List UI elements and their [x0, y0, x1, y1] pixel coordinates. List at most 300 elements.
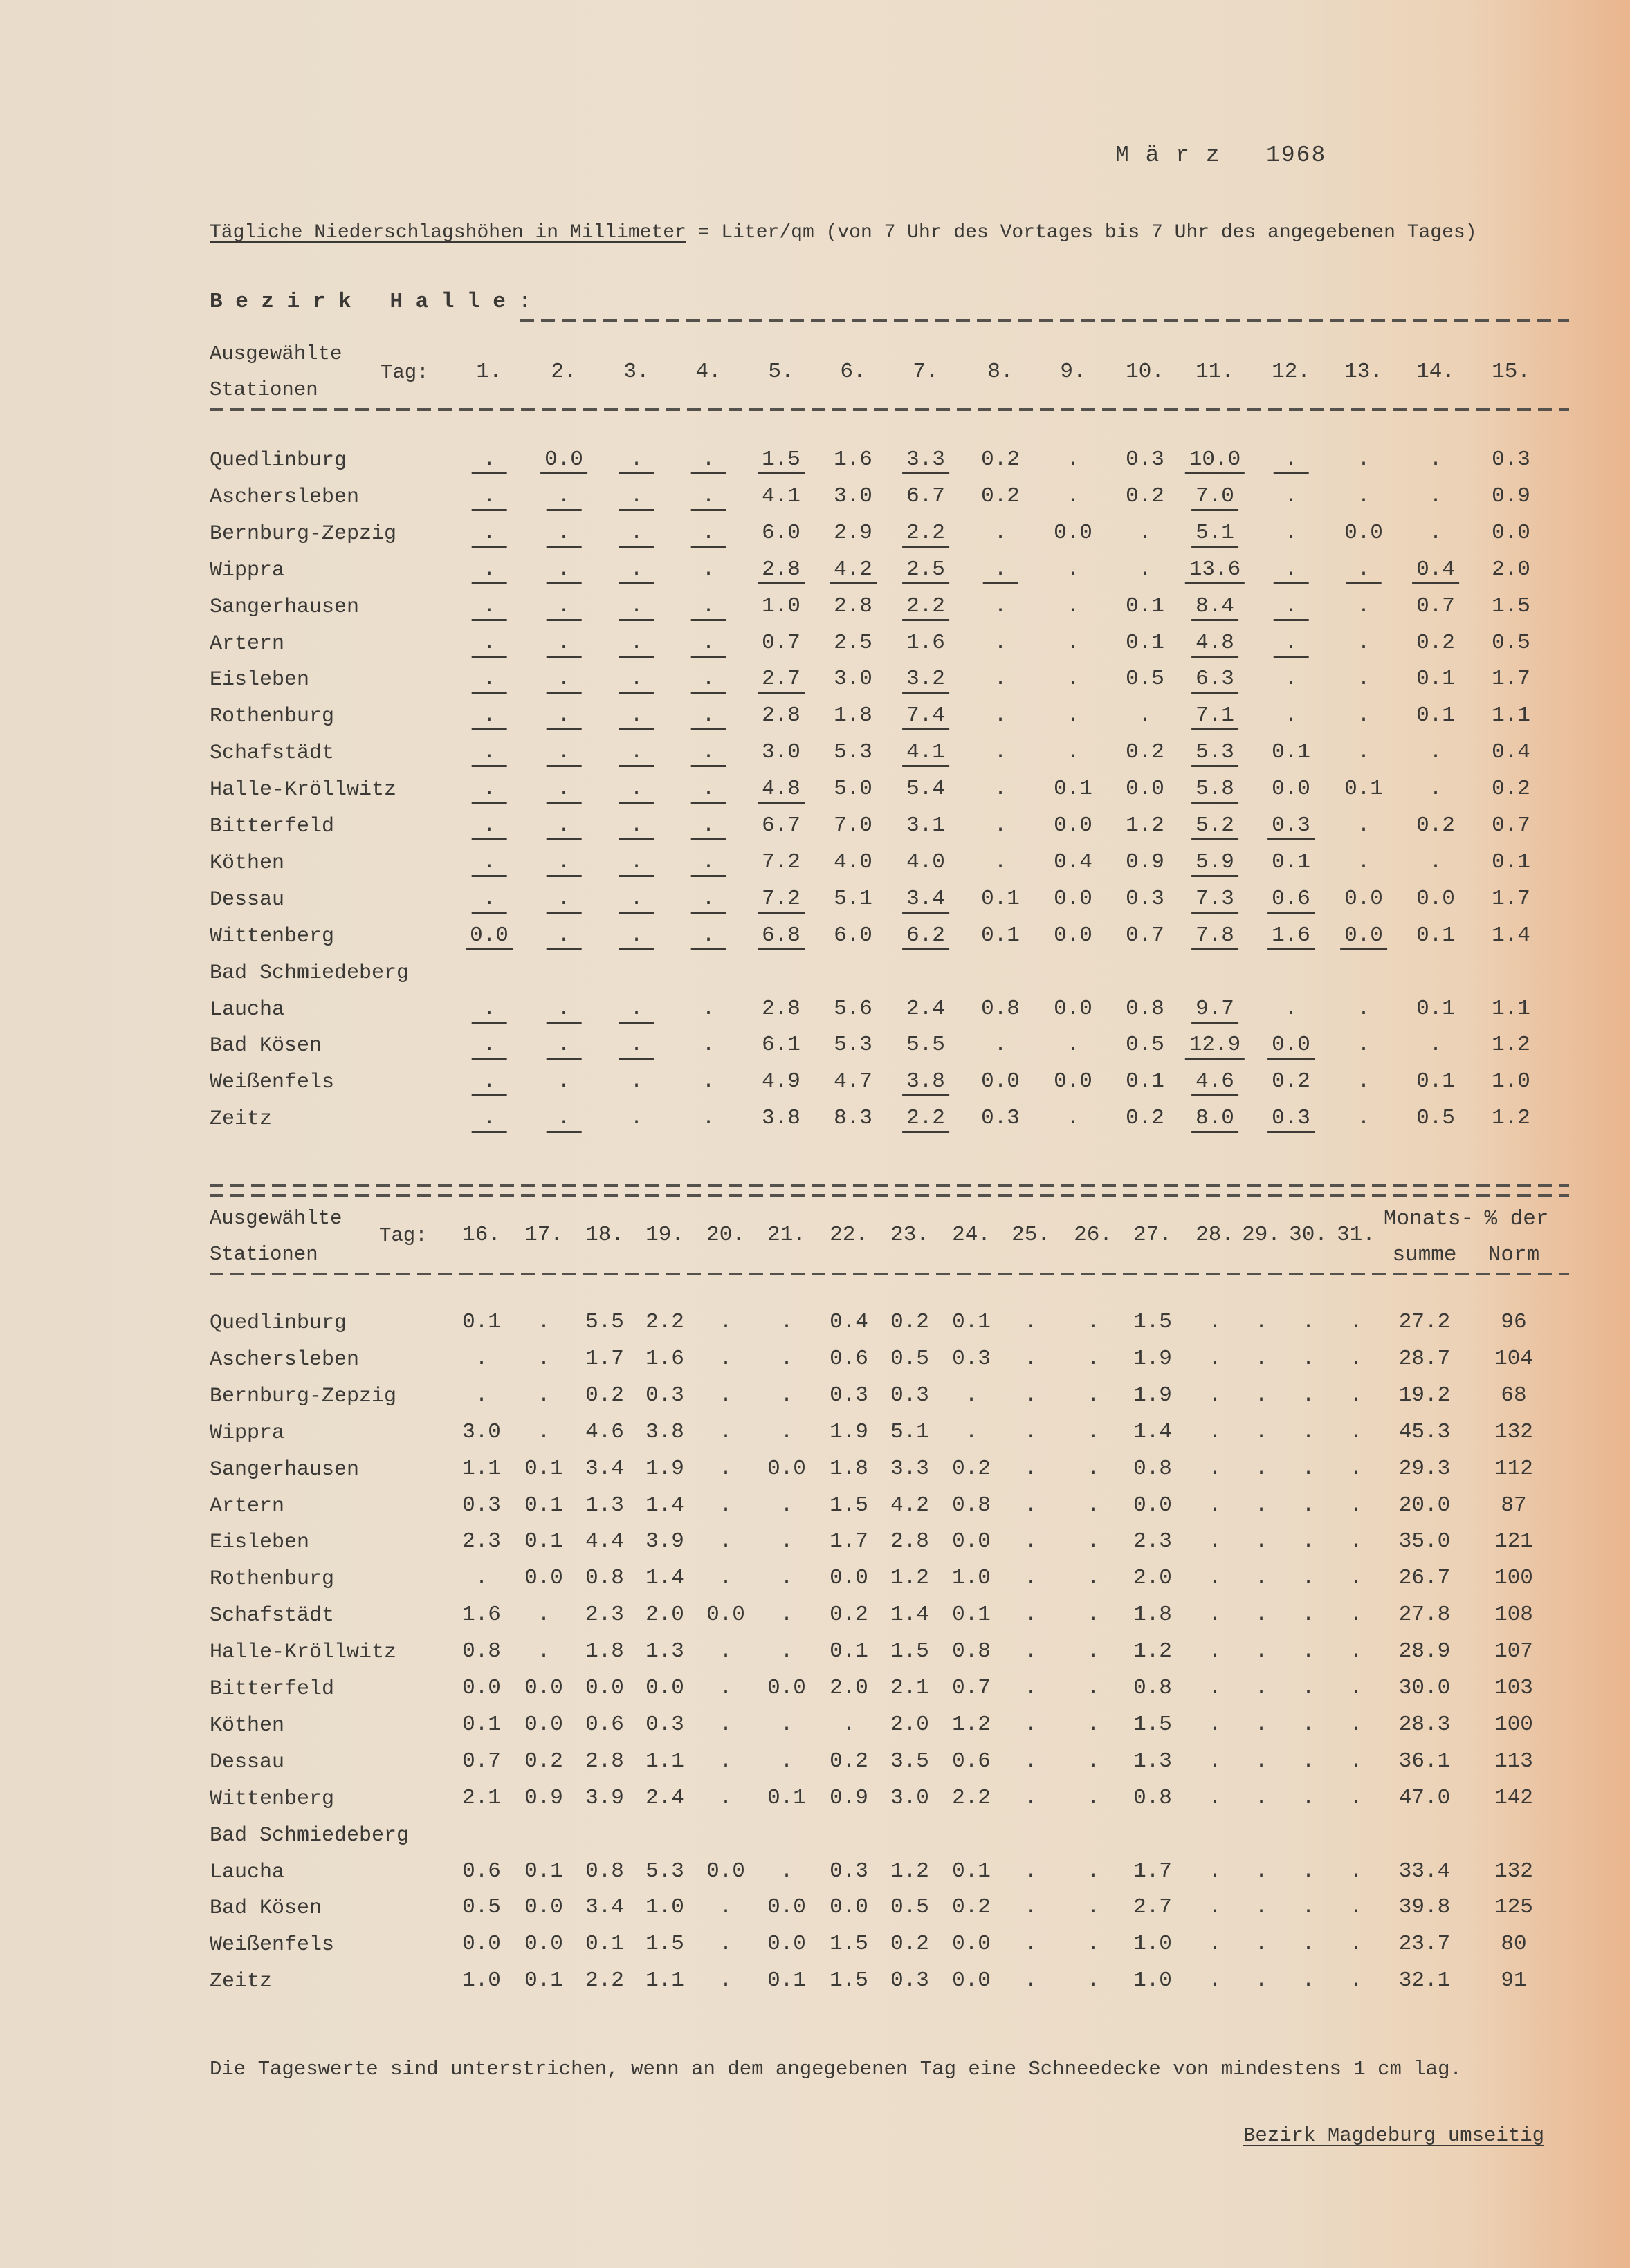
precip-value: .	[1254, 1419, 1268, 1444]
precip-value: .	[1254, 1859, 1268, 1883]
precip-value	[472, 484, 507, 509]
precip-value	[994, 850, 1007, 875]
precip-value-text: .	[702, 557, 715, 582]
precip-value: .	[1254, 1969, 1268, 1993]
precip-value	[472, 521, 507, 546]
precip-value: 3.0	[890, 1785, 929, 1810]
precip-value: 3.9	[645, 1529, 684, 1554]
precip-value-text: .	[547, 667, 582, 694]
precip-value-text: 0.4	[1054, 849, 1092, 874]
precip-value: .	[1024, 1529, 1038, 1554]
day-number: 28.	[1196, 1223, 1234, 1247]
precip-value: .	[1254, 1639, 1268, 1664]
precip-value-text: 0.1	[1272, 849, 1310, 874]
precip-value	[758, 923, 805, 948]
monthly-sum: 33.4	[1398, 1859, 1451, 1883]
precip-value	[902, 740, 949, 765]
precip-value-text: .	[1357, 667, 1371, 692]
precip-value	[702, 557, 715, 582]
precip-value	[619, 594, 654, 619]
precip-value	[1191, 703, 1238, 728]
precip-value: .	[964, 1383, 978, 1408]
precip-value: .	[1086, 1932, 1100, 1957]
precip-value: .	[964, 1419, 978, 1444]
precip-value: 2.0	[1133, 1566, 1172, 1591]
precip-value: 0.3	[462, 1493, 501, 1518]
precip-value-text: .	[1066, 1106, 1080, 1131]
precip-value: .	[1208, 1932, 1222, 1957]
precip-value-text: 4.8	[1191, 631, 1238, 658]
precip-value	[1492, 1069, 1530, 1094]
precip-value: 0.2	[524, 1749, 563, 1773]
station-name: Rothenburg	[210, 1567, 335, 1592]
precip-value	[1357, 813, 1371, 838]
precip-value	[1272, 740, 1310, 765]
precip-value	[758, 887, 805, 912]
precip-value: .	[1024, 1932, 1038, 1957]
precip-value	[1340, 923, 1387, 948]
monthly-sum: 27.2	[1398, 1310, 1451, 1334]
precip-value: .	[1024, 1419, 1038, 1444]
precip-value	[619, 521, 654, 546]
station-name: Zeitz	[210, 1970, 273, 1994]
station-name: Artern	[210, 1494, 285, 1518]
precip-value: .	[1208, 1493, 1222, 1518]
dashed-rule	[210, 408, 1569, 411]
precip-value	[619, 667, 654, 692]
precip-value-text: 6.7	[762, 813, 800, 838]
precip-value	[1191, 594, 1238, 619]
precip-value: .	[780, 1346, 794, 1371]
precip-value	[758, 667, 805, 692]
precip-value-text: 0.0	[1344, 886, 1383, 911]
station-name: Rothenburg	[210, 705, 335, 729]
precip-value-text: 2.2	[902, 521, 949, 548]
precip-value-text: 6.2	[902, 923, 949, 950]
precip-value-text: 0.2	[1126, 740, 1164, 765]
precip-value-text: .	[993, 777, 1007, 802]
precip-value	[1126, 1106, 1164, 1131]
precip-value: 0.7	[462, 1749, 501, 1773]
monthly-sum: 47.0	[1398, 1785, 1451, 1810]
precip-value	[1067, 557, 1080, 582]
precip-value-text: 0.2	[1416, 813, 1455, 838]
precip-value: 0.0	[524, 1676, 563, 1700]
precip-value: .	[1208, 1639, 1222, 1664]
precip-value: 0.0	[767, 1676, 806, 1700]
precip-value: 0.0	[706, 1603, 745, 1628]
precip-value: 0.0	[524, 1932, 563, 1957]
precip-value-text: 0.0	[1492, 520, 1530, 545]
precip-value	[1067, 484, 1080, 509]
precip-value: .	[1086, 1566, 1100, 1591]
precip-value-text: 7.2	[762, 849, 800, 874]
precip-value	[1357, 484, 1371, 509]
precip-value-text: 0.7	[1416, 593, 1455, 618]
precip-value	[1357, 631, 1371, 656]
precip-value-text: .	[691, 448, 726, 474]
precip-value: .	[1349, 1895, 1363, 1920]
precip-value: 1.1	[462, 1456, 501, 1481]
day-number: 4.	[695, 360, 722, 384]
precip-value-text: 1.1	[1492, 996, 1530, 1021]
precip-value-text: .	[630, 1069, 643, 1094]
percent-of-norm: 113	[1494, 1749, 1533, 1773]
percent-of-norm: 103	[1494, 1676, 1533, 1700]
precip-value	[981, 923, 1020, 948]
precip-value	[1267, 1106, 1315, 1131]
precip-value-text: .	[619, 703, 654, 730]
precip-value	[834, 448, 872, 472]
precip-value	[691, 850, 726, 875]
precip-value: 0.1	[767, 1785, 806, 1810]
precip-value	[1067, 667, 1080, 692]
header-monthly-sum: Monats-	[1383, 1207, 1474, 1231]
precip-value: 0.0	[830, 1895, 868, 1920]
precip-value	[906, 997, 945, 1022]
precip-value: .	[1301, 1310, 1315, 1334]
precip-value	[702, 1106, 715, 1131]
precip-value-text: .	[1066, 667, 1080, 692]
precip-value: .	[1086, 1493, 1100, 1518]
precip-value	[472, 740, 507, 765]
precip-value: .	[1086, 1969, 1100, 1993]
station-name: Sangerhausen	[210, 1457, 360, 1482]
precip-value: 0.0	[830, 1566, 868, 1591]
percent-of-norm: 108	[1494, 1603, 1533, 1628]
station-name: Wippra	[210, 558, 285, 582]
day-number: 5.	[768, 360, 794, 384]
precip-value: 0.6	[830, 1346, 868, 1371]
precip-value-text: 1.6	[906, 630, 945, 655]
precip-value	[472, 594, 507, 619]
station-name: Aschersleben	[210, 1347, 360, 1372]
precip-value: .	[1024, 1859, 1038, 1883]
station-name: Bitterfeld	[210, 815, 335, 838]
precip-value-text: 0.1	[1126, 593, 1164, 618]
precip-value	[1139, 521, 1152, 546]
precip-value-text: .	[547, 813, 582, 840]
precip-value-text: 5.1	[1191, 521, 1238, 548]
precip-value-text: 0.1	[1416, 667, 1455, 692]
precip-value-text: 0.0	[1054, 886, 1092, 911]
precip-value-text: 0.0	[1054, 923, 1092, 948]
precip-value	[1191, 1069, 1238, 1094]
precip-value-text: .	[1429, 849, 1443, 874]
precip-value: .	[780, 1419, 794, 1444]
precip-value: 0.6	[462, 1859, 501, 1883]
precip-value: .	[780, 1566, 794, 1591]
precip-value: .	[1208, 1785, 1222, 1810]
precip-value-text: 6.3	[1191, 667, 1238, 694]
precip-value	[1274, 448, 1309, 472]
precip-value	[466, 923, 513, 948]
station-name: Laucha	[210, 997, 285, 1022]
monthly-sum: 20.0	[1398, 1493, 1451, 1518]
precip-value-text: 0.1	[1126, 1069, 1164, 1094]
precip-value-text: .	[1357, 593, 1371, 618]
precip-value: 0.0	[1133, 1493, 1172, 1518]
precip-value-text: 2.0	[1492, 557, 1530, 582]
precip-value: .	[1024, 1676, 1038, 1700]
precip-value	[547, 521, 582, 546]
precip-value	[547, 997, 582, 1022]
precip-value: .	[780, 1859, 794, 1883]
precip-value	[1272, 1069, 1310, 1094]
precip-value-text: .	[691, 667, 726, 694]
precip-value-text: .	[1284, 703, 1298, 728]
precip-value-text: .	[1429, 777, 1443, 802]
precip-value	[691, 740, 726, 765]
precip-value-text: 0.5	[1126, 1033, 1164, 1058]
precip-value: .	[1254, 1749, 1268, 1773]
precip-value: .	[1349, 1493, 1363, 1518]
precip-value: 1.5	[890, 1639, 929, 1664]
precip-value	[472, 1106, 507, 1131]
precip-value-text: .	[619, 740, 654, 767]
precip-value-text: 5.8	[1191, 777, 1238, 804]
precip-value	[981, 997, 1020, 1022]
precip-value	[1357, 448, 1371, 472]
precip-value: .	[719, 1712, 733, 1737]
precip-value	[691, 667, 726, 692]
station-name: Bad Kösen	[210, 1897, 322, 1921]
footer-note: Die Tageswerte sind unterstrichen, wenn an dem angegebenen Tag eine Schneedecke von mindestens 1 cm lag.	[210, 2058, 1462, 2081]
precip-value-text: 3.0	[762, 740, 800, 765]
precip-value: 5.3	[645, 1859, 684, 1883]
precip-value: 0.7	[952, 1676, 991, 1700]
precip-value	[902, 887, 949, 912]
precip-value: 4.2	[890, 1493, 929, 1518]
precip-value: 3.0	[462, 1419, 501, 1444]
precip-value: .	[719, 1566, 733, 1591]
precip-value: 1.6	[462, 1603, 501, 1628]
precip-value: 1.1	[645, 1749, 684, 1773]
precip-value	[1346, 557, 1382, 582]
precip-value: .	[1254, 1529, 1268, 1554]
precip-value: 0.8	[952, 1639, 991, 1664]
day-number: 25.	[1011, 1223, 1050, 1247]
precip-value-text: 0.1	[1416, 996, 1455, 1021]
precip-value	[1285, 703, 1298, 728]
precip-value	[691, 703, 726, 728]
precip-value	[906, 813, 945, 838]
precip-value: 4.4	[585, 1529, 624, 1554]
station-name: Quedlinburg	[210, 1311, 347, 1335]
precip-value-text: .	[619, 484, 654, 511]
precip-value	[834, 1069, 872, 1094]
precip-value	[1492, 923, 1530, 948]
precip-value	[547, 557, 582, 582]
precip-value	[1054, 887, 1092, 912]
precip-value	[981, 1106, 1020, 1131]
precip-value: 1.6	[645, 1346, 684, 1371]
precip-value: .	[1208, 1969, 1222, 1993]
precip-value-text: 0.2	[1126, 1106, 1164, 1131]
percent-of-norm: 91	[1501, 1969, 1527, 1993]
precip-value	[1139, 703, 1152, 728]
precip-value: .	[1086, 1456, 1100, 1481]
precip-value: .	[1254, 1603, 1268, 1628]
percent-of-norm: 104	[1494, 1346, 1533, 1371]
precip-value-text: 7.4	[902, 703, 949, 730]
precip-value-text: .	[1138, 520, 1152, 545]
precip-value	[834, 813, 872, 838]
precip-value	[834, 484, 872, 509]
month-title: M ä r z 1968	[1115, 142, 1327, 168]
monthly-sum: 30.0	[1398, 1676, 1451, 1700]
precip-value-text: 6.1	[762, 1033, 800, 1058]
precip-value: .	[1086, 1639, 1100, 1664]
precip-value-text: 0.1	[1272, 740, 1310, 765]
precip-value: .	[1301, 1749, 1315, 1773]
precip-value	[1416, 887, 1455, 912]
precip-value-text: .	[547, 1033, 582, 1060]
precip-value-text: 0.4	[1492, 740, 1530, 765]
precip-value-text: .	[702, 1033, 715, 1058]
precip-value	[472, 557, 507, 582]
precip-value: .	[1349, 1639, 1363, 1664]
precip-value-text: .	[691, 813, 726, 840]
precip-value-text: .	[472, 484, 507, 511]
precip-value	[762, 997, 800, 1022]
precip-value: .	[1349, 1419, 1363, 1444]
precip-value	[1054, 813, 1092, 838]
precip-value	[762, 484, 800, 509]
precip-value: 0.0	[767, 1456, 806, 1481]
precip-value	[1067, 631, 1080, 656]
station-name: Köthen	[210, 851, 285, 875]
precip-value	[472, 631, 507, 656]
precip-value	[762, 1069, 800, 1094]
precip-value: 1.3	[645, 1639, 684, 1664]
precip-value: .	[1301, 1603, 1315, 1628]
precip-value-text: 1.6	[1267, 923, 1315, 950]
precip-value: .	[1208, 1310, 1222, 1334]
precip-value	[1357, 1033, 1371, 1058]
precip-value	[1191, 923, 1238, 948]
precip-value	[472, 667, 507, 692]
precip-value: .	[719, 1639, 733, 1664]
precip-value	[472, 850, 507, 875]
precip-value-text: .	[472, 703, 507, 730]
percent-of-norm: 112	[1494, 1456, 1533, 1481]
precip-value: .	[1086, 1419, 1100, 1444]
precip-value: 3.5	[890, 1749, 929, 1773]
precip-value-text: 1.5	[1492, 593, 1530, 618]
precip-value-text: 12.9	[1185, 1033, 1245, 1060]
precip-value-text: 1.2	[1492, 1106, 1530, 1131]
precip-value	[1067, 740, 1080, 765]
precip-value: .	[1086, 1859, 1100, 1883]
precip-value	[1492, 484, 1530, 509]
precip-value	[1191, 813, 1238, 838]
precip-value	[1054, 997, 1092, 1022]
precip-value: .	[1086, 1712, 1100, 1737]
precip-value-text: .	[547, 740, 582, 767]
precip-value: 0.0	[952, 1932, 991, 1957]
precip-value-text: 0.7	[762, 630, 800, 655]
precip-value: .	[1086, 1383, 1100, 1408]
precip-value-text: 0.0	[466, 923, 513, 950]
precip-value: 1.4	[645, 1493, 684, 1518]
day-number: 13.	[1344, 360, 1383, 384]
precip-value-text: .	[1357, 740, 1371, 765]
precip-value	[834, 631, 872, 656]
precip-value: 0.1	[952, 1603, 991, 1628]
precip-value-text: 3.4	[902, 887, 949, 914]
precip-value: 0.0	[952, 1969, 991, 1993]
station-name: Schafstädt	[210, 741, 335, 766]
precip-value-text: 0.0	[1267, 1033, 1315, 1060]
precip-value-text: .	[557, 1069, 571, 1094]
precip-value-text: 5.6	[834, 996, 872, 1021]
precip-value	[1344, 777, 1383, 802]
monthly-sum: 32.1	[1398, 1969, 1451, 1993]
precip-value-text: .	[993, 849, 1007, 874]
precip-value-text: 7.0	[834, 813, 872, 838]
precip-value: .	[1301, 1419, 1315, 1444]
precip-value: 2.8	[585, 1749, 624, 1773]
percent-of-norm: 121	[1494, 1529, 1533, 1554]
precip-value	[981, 1069, 1020, 1094]
precip-value	[1067, 1106, 1080, 1131]
precip-value: .	[1349, 1932, 1363, 1957]
precip-value: .	[1301, 1969, 1315, 1993]
precip-value-text: 3.0	[834, 667, 872, 692]
precip-value: .	[719, 1310, 733, 1334]
precip-value: 2.8	[890, 1529, 929, 1554]
precip-value-text: .	[702, 996, 715, 1021]
precip-value: 1.0	[1133, 1932, 1172, 1957]
precip-value	[1191, 631, 1238, 656]
precip-value-text: .	[691, 923, 726, 950]
precip-value	[1492, 850, 1530, 875]
precip-value-text: 0.8	[981, 996, 1020, 1021]
precip-value-text: 8.3	[834, 1106, 872, 1131]
precip-value-text: 0.2	[981, 483, 1020, 508]
precip-value: .	[1349, 1785, 1363, 1810]
precip-value-text: .	[1357, 1033, 1371, 1058]
precip-value: .	[1349, 1310, 1363, 1334]
precip-value	[1272, 777, 1310, 802]
day-number: 10.	[1126, 360, 1164, 384]
precip-value: 1.8	[830, 1456, 868, 1481]
day-number: 15.	[1492, 360, 1530, 384]
precip-value-text: 2.2	[902, 1106, 949, 1133]
precip-value: .	[1086, 1603, 1100, 1628]
monthly-sum: 28.9	[1398, 1639, 1451, 1664]
precip-value-text: 1.6	[834, 448, 872, 472]
precip-value: 2.1	[890, 1676, 929, 1700]
precip-value: 3.9	[585, 1785, 624, 1810]
precip-value: .	[1301, 1639, 1315, 1664]
precip-value: .	[1024, 1310, 1038, 1334]
precip-value: 0.0	[524, 1566, 563, 1591]
precip-value-text: .	[619, 1033, 654, 1060]
monthly-sum: 35.0	[1398, 1529, 1451, 1554]
precip-value-text: 6.8	[758, 923, 805, 950]
precip-value-text: 5.0	[834, 777, 872, 802]
precip-value: 1.4	[1133, 1419, 1172, 1444]
precip-value-text: .	[691, 703, 726, 730]
precip-value-text: .	[691, 594, 726, 621]
precip-value: .	[1024, 1712, 1038, 1737]
precip-value: .	[1254, 1310, 1268, 1334]
precip-value	[1126, 740, 1164, 765]
precip-value: 0.0	[767, 1932, 806, 1957]
precip-value-text: 0.1	[1416, 1069, 1455, 1094]
